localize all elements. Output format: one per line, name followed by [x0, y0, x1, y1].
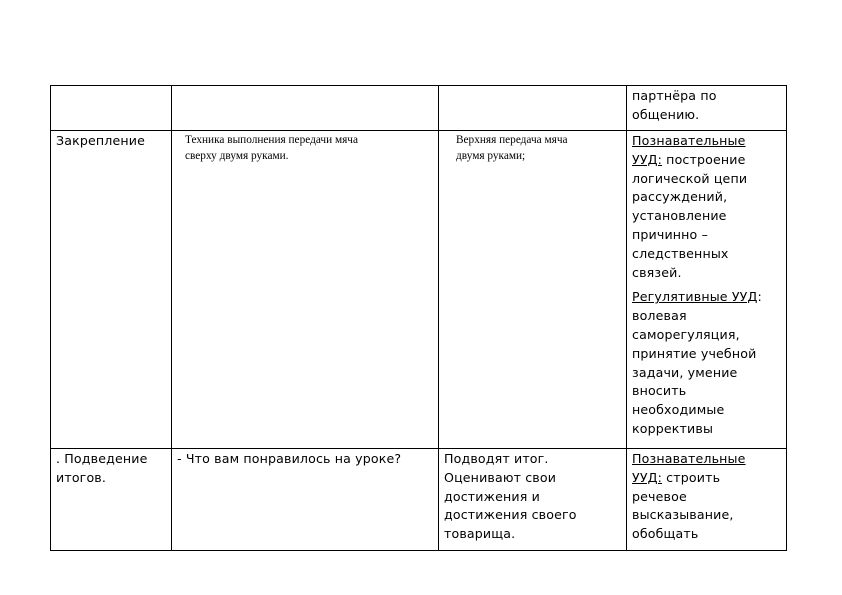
stage-cell	[51, 131, 172, 449]
uud-cell	[627, 449, 787, 551]
student-activity-cell	[439, 131, 627, 449]
uud-label: УУД:	[632, 469, 663, 485]
table-row	[51, 131, 787, 449]
teacher-question: - Что вам понравилось на уроке?	[177, 451, 402, 466]
teacher-text-line: Техника выполнения передачи мяча	[185, 134, 358, 146]
table-row	[51, 449, 787, 551]
uud-label: УУД:	[632, 151, 663, 167]
uud-label: Познавательные	[632, 133, 746, 148]
teacher-activity-cell	[172, 86, 439, 131]
stage-label: Закрепление	[56, 133, 145, 148]
uud-block-regulatory: Регулятивные УУД: волевая саморегуляция, принятие учебной задачи, умение вносить необходимые коррективы	[632, 289, 762, 436]
student-activity-cell	[439, 86, 627, 131]
stage-label: итогов.	[56, 469, 107, 485]
lesson-plan-table	[50, 85, 787, 551]
teacher-activity-cell	[172, 449, 439, 551]
table-row	[51, 86, 787, 131]
stage-label: . Подведение	[56, 451, 148, 466]
uud-label: Регулятивные УУД	[632, 289, 758, 305]
stage-cell	[51, 449, 172, 551]
teacher-activity-cell	[172, 131, 439, 449]
student-text-line: Верхняя передача мяча	[456, 134, 568, 146]
uud-block-cognitive: Познавательные УУД: строить речевое высказывание, обобщать	[632, 451, 746, 542]
uud-label: Познавательные	[632, 451, 746, 466]
student-text-line: двумя руками;	[456, 149, 526, 162]
uud-text-line: общению.	[632, 106, 700, 122]
student-activity-cell: Подводят итог. Оценивают свои достижения и достижения своего товарища.	[439, 449, 627, 551]
teacher-text-line: сверху двумя руками.	[185, 149, 289, 162]
uud-text-line: партнёра по	[632, 88, 717, 103]
uud-block-cognitive: Познавательные УУД: построение логической цепи рассуждений, установление причинно – следственных связей.	[632, 133, 748, 280]
uud-cell	[627, 86, 787, 131]
stage-cell	[51, 86, 172, 131]
uud-cell	[627, 131, 787, 449]
